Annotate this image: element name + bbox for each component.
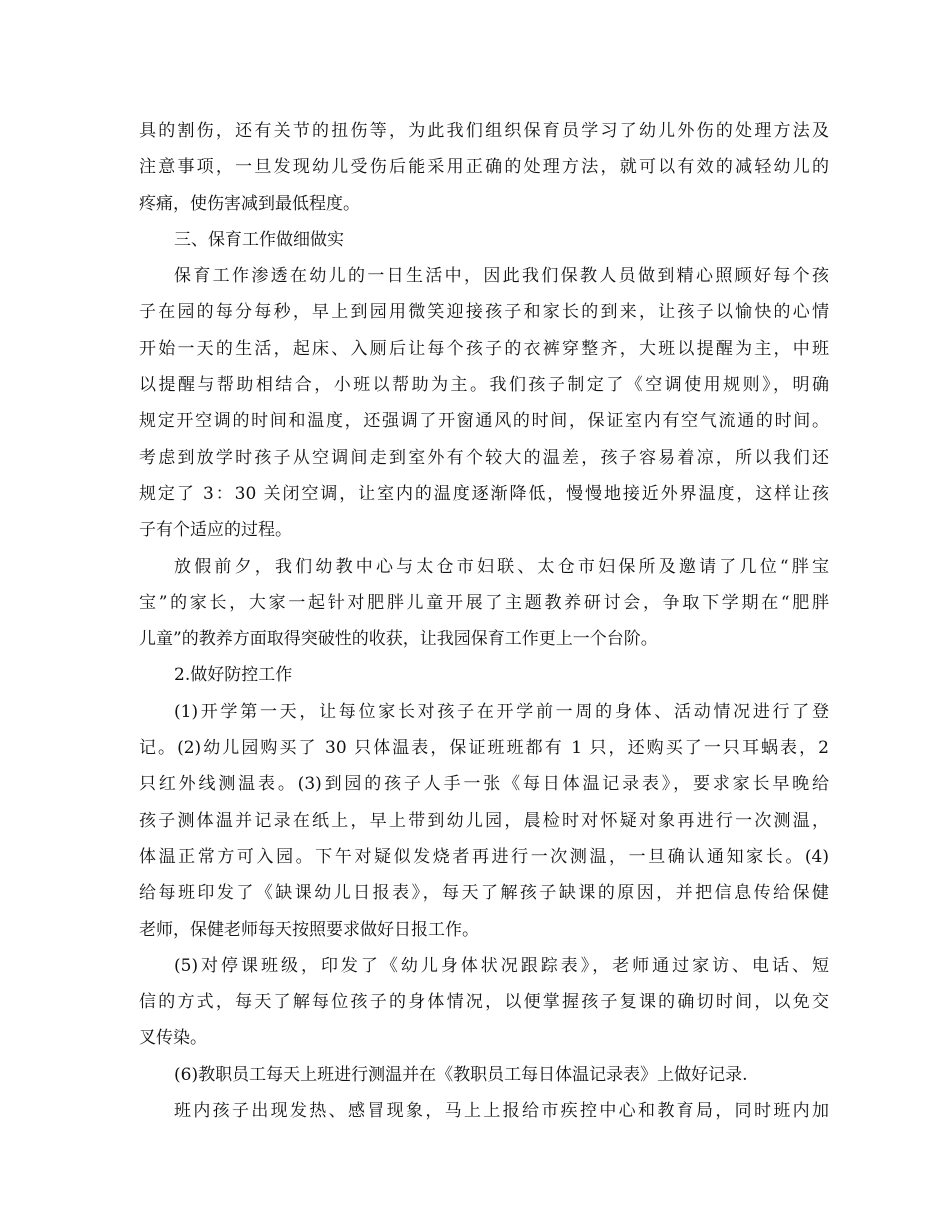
text-line: 儿童”的教养方面取得突破性的收获，让我园保育工作更上一个台阶。 — [139, 629, 658, 650]
text-line: (5)对停课班级，印发了《幼儿身体状况跟踪表》，老师通过家访、电话、短 — [174, 955, 829, 976]
text-line: 给每班印发了《缺课幼儿日报表》，每天了解孩子缺课的原因，并把信息传给保健 — [139, 883, 829, 904]
text-line: 班内孩子出现发热、感冒现象，马上上报给市疾控中心和教育局，同时班内加 — [174, 1101, 829, 1122]
text-line: 2.做好防控工作 — [174, 665, 293, 686]
text-line: 考虑到放学时孩子从空调间走到室外有个较大的温差，孩子容易着凉，所以我们还 — [139, 447, 829, 468]
text-line: 保育工作渗透在幼儿的一日生活中，因此我们保教人员做到精心照顾好每个孩 — [174, 266, 829, 287]
text-line: 叉传染。 — [139, 1028, 207, 1049]
text-line: 信的方式，每天了解每位孩子的身体情况，以便掌握孩子复课的确切时间，以免交 — [139, 992, 829, 1013]
text-line: 子在园的每分每秒，早上到园用微笑迎接孩子和家长的到来，让孩子以愉快的心情 — [139, 302, 829, 323]
text-line: 放假前夕，我们幼教中心与太仓市妇联、太仓市妇保所及邀请了几位“胖宝 — [174, 556, 829, 577]
text-line: 开始一天的生活，起床、入厕后让每个孩子的衣裤穿整齐，大班以提醒为主，中班 — [139, 338, 829, 359]
text-line: 老师，保健老师每天按照要求做好日报工作。 — [139, 919, 479, 940]
text-line: 具的割伤，还有关节的扭伤等，为此我们组织保育员学习了幼儿外伤的处理方法及 — [139, 121, 829, 141]
text-line: 三、保育工作做细做实 — [174, 229, 344, 250]
text-line: 疼痛，使伤害减到最低程度。 — [139, 193, 360, 214]
text-line: 子有个适应的过程。 — [139, 520, 292, 541]
text-line: 只红外线测温表。(3)到园的孩子人手一张《每日体温记录表》，要求家长早晚给 — [139, 774, 829, 795]
text-line: 体温正常方可入园。下午对疑似发烧者再进行一次测温，一旦确认通知家长。(4) — [139, 846, 829, 867]
text-line: 规定了 3：30 关闭空调，让室内的温度逐渐降低，慢慢地接近外界温度，这样让孩 — [139, 483, 829, 504]
text-line: 记。(2)幼儿园购买了 30 只体温表，保证班班都有 1 只，还购买了一只耳蜗表，2 — [139, 738, 829, 759]
text-line: (6)教职员工每天上班进行测温并在《教职员工每日体温记录表》上做好记录. — [174, 1064, 748, 1085]
text-line: 宝”的家长，大家一起针对肥胖儿童开展了主题教养研讨会，争取下学期在“肥胖 — [139, 592, 829, 613]
text-line: 以提醒与帮助相结合，小班以帮助为主。我们孩子制定了《空调使用规则》，明确 — [139, 375, 829, 396]
document-body — [139, 113, 829, 1129]
text-line: 孩子测体温并记录在纸上，早上带到幼儿园，晨检时对怀疑对象再进行一次测温， — [139, 810, 829, 831]
text-line: (1)开学第一天，让每位家长对孩子在开学前一周的身体、活动情况进行了登 — [174, 701, 829, 722]
text-line: 注意事项，一旦发现幼儿受伤后能采用正确的处理方法，就可以有效的减轻幼儿的 — [139, 157, 829, 178]
text-line: 规定开空调的时间和温度，还强调了开窗通风的时间，保证室内有空气流通的时间。 — [139, 411, 829, 432]
